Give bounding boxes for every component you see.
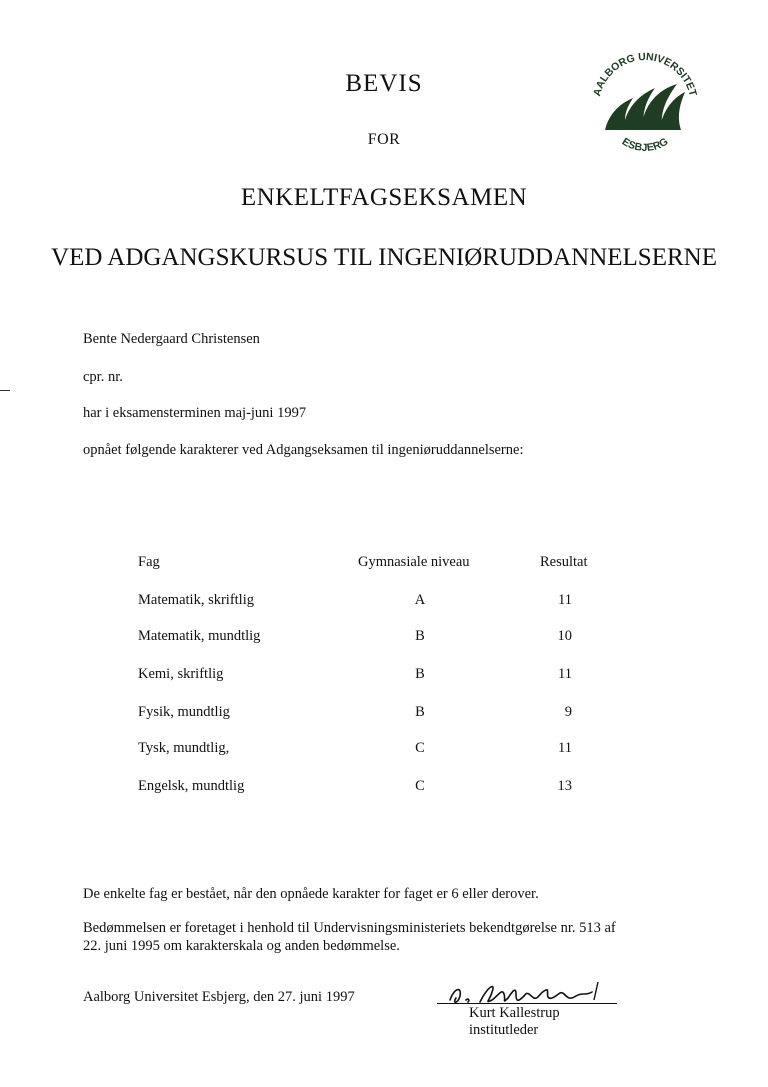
title-for: FOR (367, 131, 401, 148)
cell-niveau: B (415, 666, 425, 682)
signer-title: institutleder (469, 1022, 539, 1038)
cell-niveau: C (415, 740, 425, 756)
cell-niveau: B (415, 628, 425, 644)
header-resultat: Resultat (540, 554, 588, 570)
recipient-name: Bente Nedergaard Christensen (83, 331, 260, 347)
cell-fag: Engelsk, mundtlig (138, 778, 245, 794)
cell-niveau: B (415, 704, 425, 720)
cell-resultat: 11 (558, 740, 572, 756)
pass-rule: De enkelte fag er bestået, når den opnåede karakter for faget er 6 eller derover. (83, 886, 539, 902)
cpr-label: cpr. nr. (83, 369, 123, 385)
logo-text-bottom: ESBJERG (619, 135, 671, 154)
cell-fag: Matematik, mundtlig (138, 628, 261, 644)
title-enkeltfagseksamen: ENKELTFAGSEKSAMEN (240, 184, 528, 211)
title-adgangskursus: VED ADGANGSKURSUS TIL INGENIØRUDDANNELSERNE (51, 244, 717, 271)
legal-line-1: Bedømmelsen er foretaget i henhold til Undervisningsministeriets bekendtgørelse nr. 513 af (83, 920, 616, 936)
cell-resultat: 13 (557, 778, 572, 794)
place-date: Aalborg Universitet Esbjerg, den 27. juni 1997 (83, 989, 355, 1005)
cell-fag: Matematik, skriftlig (138, 592, 254, 608)
header-fag: Fag (138, 554, 160, 570)
signature-line (437, 1003, 617, 1004)
title-bevis: BEVIS (345, 70, 423, 97)
cell-resultat: 11 (558, 592, 572, 608)
cell-fag: Kemi, skriftlig (138, 666, 224, 682)
cell-niveau: C (415, 778, 425, 794)
legal-line-2: 22. juni 1995 om karakterskala og anden bedømmelse. (83, 938, 400, 954)
cell-fag: Tysk, mundtlig, (138, 740, 230, 756)
cell-fag: Fysik, mundtlig (138, 704, 230, 720)
cell-resultat: 10 (557, 628, 572, 644)
signer-name: Kurt Kallestrup (469, 1005, 560, 1021)
header-niveau: Gymnasiale niveau (358, 554, 470, 570)
margin-mark (0, 390, 10, 391)
cell-resultat: 9 (564, 704, 572, 720)
cell-niveau: A (414, 592, 426, 608)
cell-resultat: 11 (558, 666, 572, 682)
exam-term: har i eksamensterminen maj-juni 1997 (83, 405, 307, 421)
intro-text: opnået følgende karakterer ved Adgangseksamen til ingeniøruddannelserne: (83, 442, 524, 458)
logo-text-top: AALBORG UNIVERSITET (591, 50, 699, 98)
